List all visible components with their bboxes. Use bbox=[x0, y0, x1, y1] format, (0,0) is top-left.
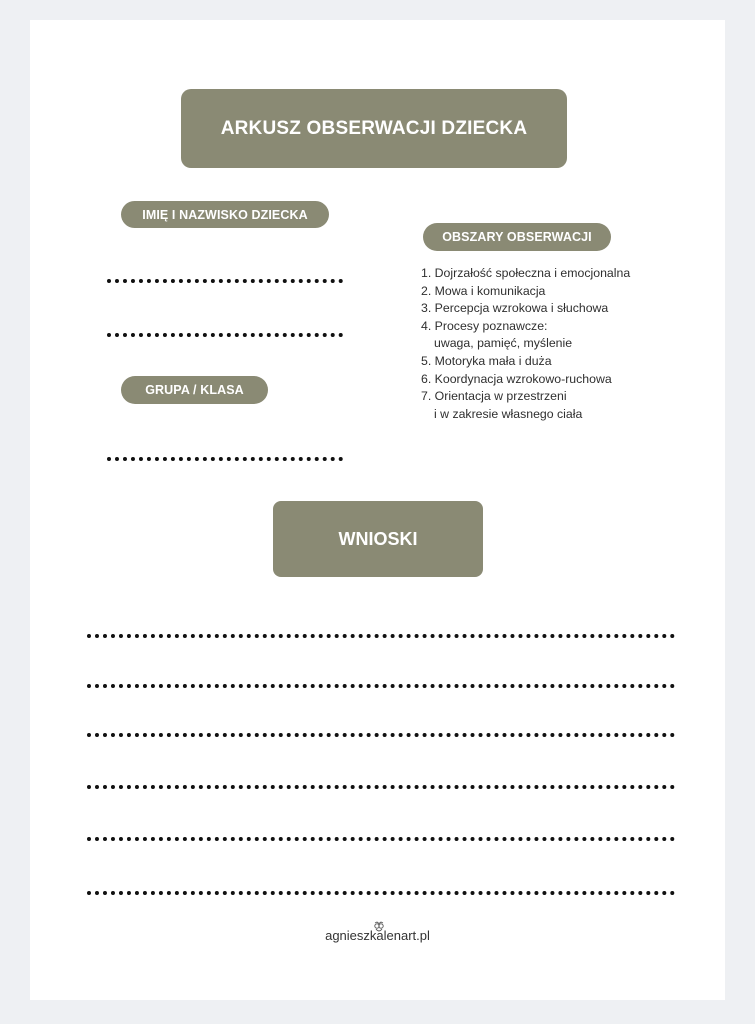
list-item-continuation: uwaga, pamięć, myślenie bbox=[434, 336, 573, 351]
group-label-text: GRUPA / KLASA bbox=[145, 383, 244, 397]
list-item bbox=[421, 283, 701, 301]
worksheet-page bbox=[30, 20, 725, 1000]
list-item-text: 3. Percepcja wzrokowa i słuchowa bbox=[421, 301, 609, 316]
conclusions-line-4[interactable] bbox=[87, 785, 675, 789]
conclusions-heading-text: WNIOSKI bbox=[338, 528, 418, 549]
group-line[interactable] bbox=[107, 457, 343, 461]
list-item bbox=[421, 300, 701, 318]
child-name-label-text: IMIĘ I NAZWISKO DZIECKA bbox=[142, 207, 308, 222]
list-item-text: 2. Mowa i komunikacja bbox=[421, 283, 546, 298]
footer-website-text: agnieszkalenart.pl bbox=[325, 928, 430, 943]
conclusions-line-2[interactable] bbox=[87, 684, 675, 688]
list-item-text: 6. Koordynacja wzrokowo-ruchowa bbox=[421, 371, 612, 386]
child-name-line-2[interactable] bbox=[107, 333, 343, 337]
group-label bbox=[121, 376, 268, 404]
list-item-text: 5. Motoryka mała i duża bbox=[421, 353, 552, 368]
observation-areas-label bbox=[423, 223, 611, 251]
list-item bbox=[421, 388, 701, 423]
list-item bbox=[421, 265, 701, 283]
conclusions-heading bbox=[273, 501, 483, 577]
observation-areas-list bbox=[421, 265, 701, 423]
conclusions-line-3[interactable] bbox=[87, 733, 675, 737]
list-item bbox=[421, 318, 701, 353]
footer-website bbox=[30, 928, 725, 943]
list-item-text: 1. Dojrzałość społeczna i emocjonalna bbox=[421, 266, 631, 280]
list-item bbox=[421, 353, 701, 371]
list-item-text: 7. Orientacja w przestrzeni bbox=[421, 389, 567, 404]
child-name-label bbox=[121, 201, 329, 228]
list-item-text: 4. Procesy poznawcze: bbox=[421, 318, 548, 333]
conclusions-line-6[interactable] bbox=[87, 891, 675, 895]
page-title-text: ARKUSZ OBSERWACJI DZIECKA bbox=[220, 117, 528, 139]
conclusions-line-5[interactable] bbox=[87, 837, 675, 841]
conclusions-line-1[interactable] bbox=[87, 634, 675, 638]
child-name-line-1[interactable] bbox=[107, 279, 343, 283]
list-item-continuation: i w zakresie własnego ciała bbox=[434, 406, 583, 421]
list-item bbox=[421, 371, 701, 389]
observation-areas-label-text: OBSZARY OBSERWACJI bbox=[442, 230, 592, 244]
page-title bbox=[181, 89, 567, 168]
